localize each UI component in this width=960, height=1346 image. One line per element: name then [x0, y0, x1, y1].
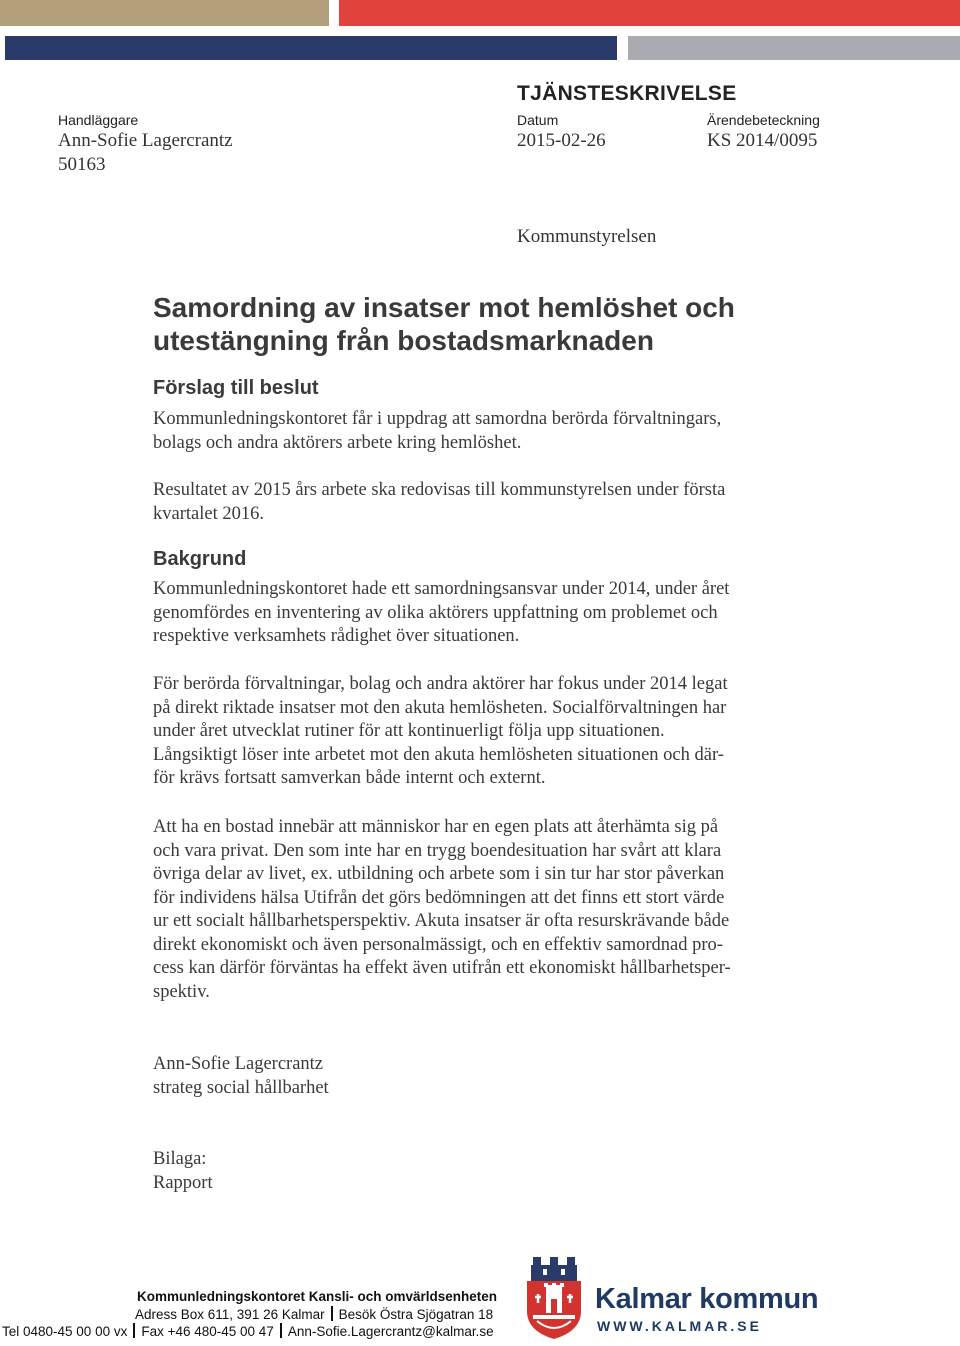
footer-address: Adress Box 611, 391 26 Kalmar: [135, 1307, 325, 1322]
text-line: för individens hälsa Utifrån det görs bedömningen att det finns ett stort värde: [153, 887, 725, 908]
proposal-paragraph-1: [153, 408, 813, 455]
text-line: Kommunledningskontoret får i uppdrag att samordna berörda förvaltningars,: [153, 409, 722, 429]
footer-email[interactable]: Ann-Sofie.Lagercrantz@kalmar.se: [287, 1324, 494, 1339]
footer-visit: Besök Östra Sjögatran 18: [338, 1307, 494, 1322]
page-title: [153, 291, 735, 357]
attachment-item: Rapport: [153, 1172, 213, 1193]
attachment: [153, 1148, 813, 1195]
text-line: respektive verksamhets rådighet över situationen.: [153, 626, 520, 646]
footer-contact-line: [2, 1323, 494, 1339]
text-line: direkt ekonomiskt och även personalmässigt, och en effektiv samordnad pro-: [153, 934, 723, 955]
attachment-label: Bilaga:: [153, 1149, 207, 1169]
footer-tel: Tel 0480-45 00 00 vx: [2, 1324, 128, 1339]
kalmar-logo-name: Kalmar kommun: [595, 1283, 819, 1315]
text-line: Att ha en bostad innebär att människor har en egen plats att återhämta sig på: [153, 817, 719, 837]
text-line: under året utvecklat rutiner för att kontinuerligt följa upp situationen.: [153, 721, 665, 741]
footer-org: Kommunledningskontoret Kansli- och omvärldsenheten: [137, 1289, 498, 1304]
footer-separator: [280, 1323, 282, 1338]
text-line: bolags och andra aktörers arbete kring hemlöshet.: [153, 432, 522, 453]
background-paragraph-2: [153, 673, 813, 791]
text-line: och vara privat. Den som inte har en trygg boendesituation har svårt att klara: [153, 840, 722, 861]
date-value: 2015-02-26: [517, 130, 606, 151]
footer-address-line: [135, 1306, 493, 1322]
top-bar-grey: [628, 36, 960, 60]
text-line: spektiv.: [153, 981, 210, 1002]
text-line: ur ett socialt hållbarhetsperspektiv. Akuta insatser är ofta resurskrävande både: [153, 911, 730, 931]
text-line: Kommunledningskontoret hade ett samordningsansvar under 2014, under året: [153, 579, 730, 599]
background-paragraph-1: [153, 578, 813, 649]
text-line: för krävs fortsatt samverkan både internt och externt.: [153, 768, 546, 788]
text-line: övriga delar av livet, ex. utbildning och arbete som i sin tur har stor påverkan: [153, 864, 725, 884]
recipient: Kommunstyrelsen: [517, 226, 657, 247]
reference-label: Ärendebeteckning: [707, 112, 820, 128]
handler-name: Ann-Sofie Lagercrantz: [58, 130, 233, 151]
top-bar-gold: [0, 0, 329, 26]
signature: [153, 1053, 813, 1100]
proposal-paragraph-2: [153, 479, 813, 526]
footer-fax: Fax +46 480-45 00 47: [141, 1324, 274, 1339]
kalmar-logo-url[interactable]: WWW.KALMAR.SE: [597, 1318, 762, 1334]
handler-label: Handläggare: [58, 112, 139, 128]
top-bar-red: [339, 0, 960, 26]
reference-value: KS 2014/0095: [707, 130, 818, 151]
title-line: utestängning från bostadsmarknaden: [153, 325, 654, 356]
text-line: Resultatet av 2015 års arbete ska redovisas till kommunstyrelsen under första: [153, 480, 726, 500]
handler-phone: 50163: [58, 154, 106, 175]
signature-name: Ann-Sofie Lagercrantz: [153, 1054, 324, 1074]
text-line: på direkt riktade insatser mot den akuta hemlösheten. Socialförvaltningen har: [153, 697, 727, 718]
date-label: Datum: [517, 112, 559, 128]
title-line: Samordning av insatser mot hemlöshet och: [153, 292, 735, 323]
text-line: kvartalet 2016.: [153, 503, 264, 524]
text-line: genomfördes en inventering av olika aktörers uppfattning om problemet och: [153, 602, 718, 623]
text-line: cess kan därför förväntas ha effekt även utifrån ett ekonomiskt hållbarhetsper-: [153, 958, 731, 978]
kalmar-shield-logo: [525, 1255, 583, 1341]
background-paragraph-3: [153, 816, 813, 1004]
document-type: TJÄNSTESKRIVELSE: [517, 82, 737, 105]
background-heading: Bakgrund: [153, 548, 247, 570]
footer-separator: [331, 1306, 333, 1321]
text-line: För berörda förvaltningar, bolag och andra aktörer har fokus under 2014 legat: [153, 674, 728, 694]
footer-separator: [133, 1323, 135, 1338]
signature-role: strateg social hållbarhet: [153, 1077, 329, 1098]
proposal-heading: Förslag till beslut: [153, 377, 319, 399]
top-bar-navy: [5, 36, 617, 60]
text-line: Långsiktigt löser inte arbetet mot den akuta hemlösheten situationen och där-: [153, 744, 724, 765]
